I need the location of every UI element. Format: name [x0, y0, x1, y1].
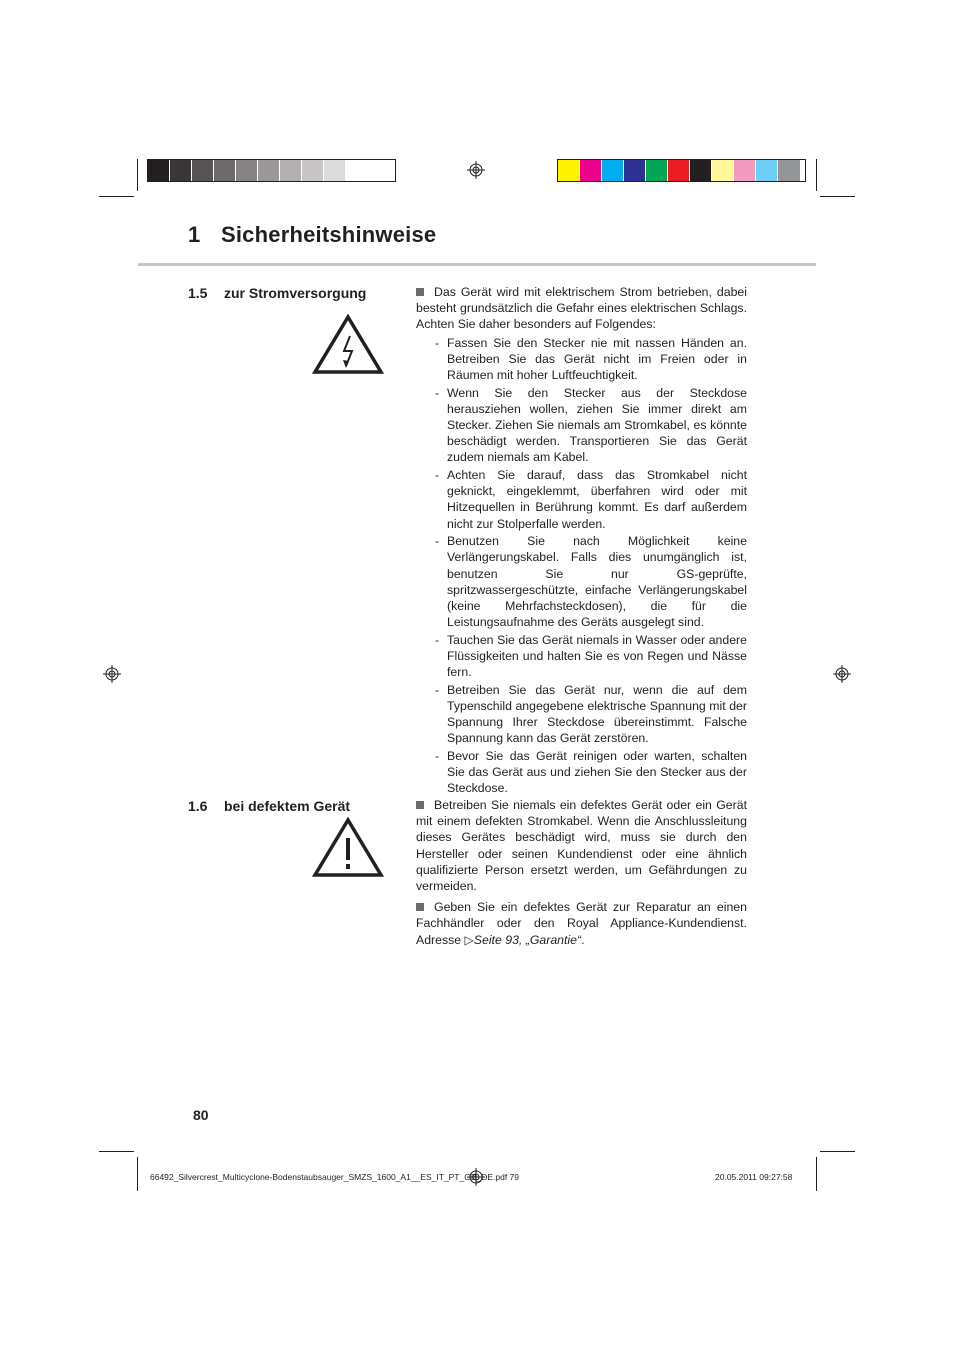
- color-swatch: [646, 160, 668, 181]
- title-rule: [138, 263, 816, 266]
- registration-mark-icon: [833, 665, 851, 683]
- footer-filename: 66492_Silvercrest_Multicyclone-Bodenstaubsauger_SMZS_1600_A1__ES_IT_PT_GB_DE.pdf 79: [150, 1172, 520, 1182]
- section-heading: [188, 285, 366, 301]
- list-item: - Betreiben Sie das Gerät nur, wenn die auf dem Typenschild angegebene elektrische Spannung mit der Spannung Ihrer Steckdose übereinstimmt. Falsche Spannung kann das Gerät zerstören.: [447, 682, 747, 747]
- crop-mark: [137, 159, 138, 191]
- color-swatch: [192, 160, 214, 181]
- footer-timestamp: 20.05.2011 09:27:58: [715, 1172, 793, 1182]
- registration-mark-icon: [103, 665, 121, 683]
- color-swatch: [690, 160, 712, 181]
- color-swatch: [280, 160, 302, 181]
- chapter-title: [188, 222, 436, 248]
- color-swatch: [558, 160, 580, 181]
- crop-mark: [137, 1157, 138, 1191]
- intro-paragraph: [416, 284, 747, 333]
- section-title: zur Stromversorgung: [224, 285, 367, 301]
- paragraph-text: Betreiben Sie niemals ein defektes Gerät oder ein Gerät mit einem defekten Stromkabel. Wenn die Anschlussleitung dieses Gerätes beschädigt wird, muss sie durch den Hersteller oder seinen Kundendienst oder eine ähnlich qualifizierte Person ersetzt werden, um Gefährdungen zu vermeiden.: [416, 798, 747, 894]
- list-item: - Tauchen Sie das Gerät niemals in Wasser oder andere Flüssigkeiten und halten Sie es von Regen und Nässe fern.: [447, 632, 747, 681]
- crop-mark: [820, 196, 855, 197]
- crop-mark: [820, 1151, 855, 1152]
- paragraph: [416, 797, 747, 894]
- color-swatch: [302, 160, 324, 181]
- color-swatch: [602, 160, 624, 181]
- chapter-number: 1: [188, 222, 201, 247]
- bullet-square-icon: [416, 288, 424, 296]
- section-number: 1.6: [188, 798, 208, 814]
- safety-list: [416, 335, 747, 797]
- color-swatch: [624, 160, 646, 181]
- color-swatch: [148, 160, 170, 181]
- color-swatch: [734, 160, 756, 181]
- chapter-title-text: Sicherheitshinweise: [221, 222, 437, 247]
- section-number: 1.5: [188, 285, 208, 301]
- color-swatch: [778, 160, 800, 181]
- electric-hazard-icon: [312, 314, 384, 375]
- section-title: bei defektem Gerät: [224, 798, 351, 814]
- grayscale-control-bar: [147, 159, 396, 182]
- cross-reference-link[interactable]: Seite 93, „Garantie“: [473, 932, 582, 947]
- color-swatch: [580, 160, 602, 181]
- color-swatch: [324, 160, 346, 181]
- list-item: - Benutzen Sie nach Möglichkeit keine Verlängerungskabel. Falls dies unumgänglich ist, benutzen Sie nur GS-geprüfte, spritzwassergeschützte, einfache Verlängerungskabel (keine Mehrfachsteckdosen), die für die Leistungsaufnahme des Geräts ausgelegt sind.: [447, 533, 747, 630]
- list-item: - Bevor Sie das Gerät reinigen oder warten, schalten Sie das Gerät aus und ziehen Sie den Stecker aus der Steckdose.: [447, 748, 747, 797]
- paragraph-text: Geben Sie ein defektes Gerät zur Reparatur an einen Fachhändler oder den Royal Appliance-Kundendienst. Adresse: [416, 900, 747, 947]
- list-item: - Wenn Sie den Stecker aus der Steckdose herausziehen wollen, ziehen Sie immer direkt am Stecker. Ziehen Sie niemals am Stromkabel, es könnte beschädigt werden. Transportieren Sie das Gerät zudem niemals am Kabel.: [447, 385, 747, 466]
- list-item: - Achten Sie darauf, dass das Stromkabel nicht geknickt, eingeklemmt, überfahren wird oder mit Hitzequellen in Berührung kommt. Es darf außerdem nicht zur Stolperfalle werden.: [447, 467, 747, 532]
- color-swatch: [346, 160, 368, 181]
- color-swatch: [668, 160, 690, 181]
- section-1-5-body: [416, 284, 747, 798]
- color-swatch: [756, 160, 778, 181]
- bullet-square-icon: [416, 801, 424, 809]
- color-swatch: [236, 160, 258, 181]
- color-swatch: [170, 160, 192, 181]
- warning-exclamation-icon: [312, 817, 384, 878]
- crop-mark: [816, 159, 817, 191]
- crop-mark: [99, 1151, 134, 1152]
- paragraph: [416, 899, 747, 948]
- registration-mark-icon: [467, 161, 485, 179]
- section-1-6-body: [416, 797, 747, 948]
- sentence-end: .: [581, 932, 585, 947]
- color-swatch: [214, 160, 236, 181]
- intro-text: Das Gerät wird mit elektrischem Strom betrieben, dabei besteht grundsätzlich die Gefahr eines elektrischen Schlags. Achten Sie daher besonders auf Folgendes:: [416, 285, 747, 332]
- color-control-bar: [557, 159, 806, 182]
- crop-mark: [99, 196, 134, 197]
- color-swatch: [258, 160, 280, 181]
- section-heading: [188, 798, 350, 814]
- page-number: 80: [193, 1107, 209, 1123]
- bullet-square-icon: [416, 903, 424, 911]
- crop-mark: [816, 1157, 817, 1191]
- reference-arrow-icon: ▷: [464, 932, 474, 947]
- list-item: - Fassen Sie den Stecker nie mit nassen Händen an. Betreiben Sie das Gerät nicht im Freien oder in Räumen mit hoher Luftfeuchtigkeit.: [447, 335, 747, 384]
- color-swatch: [712, 160, 734, 181]
